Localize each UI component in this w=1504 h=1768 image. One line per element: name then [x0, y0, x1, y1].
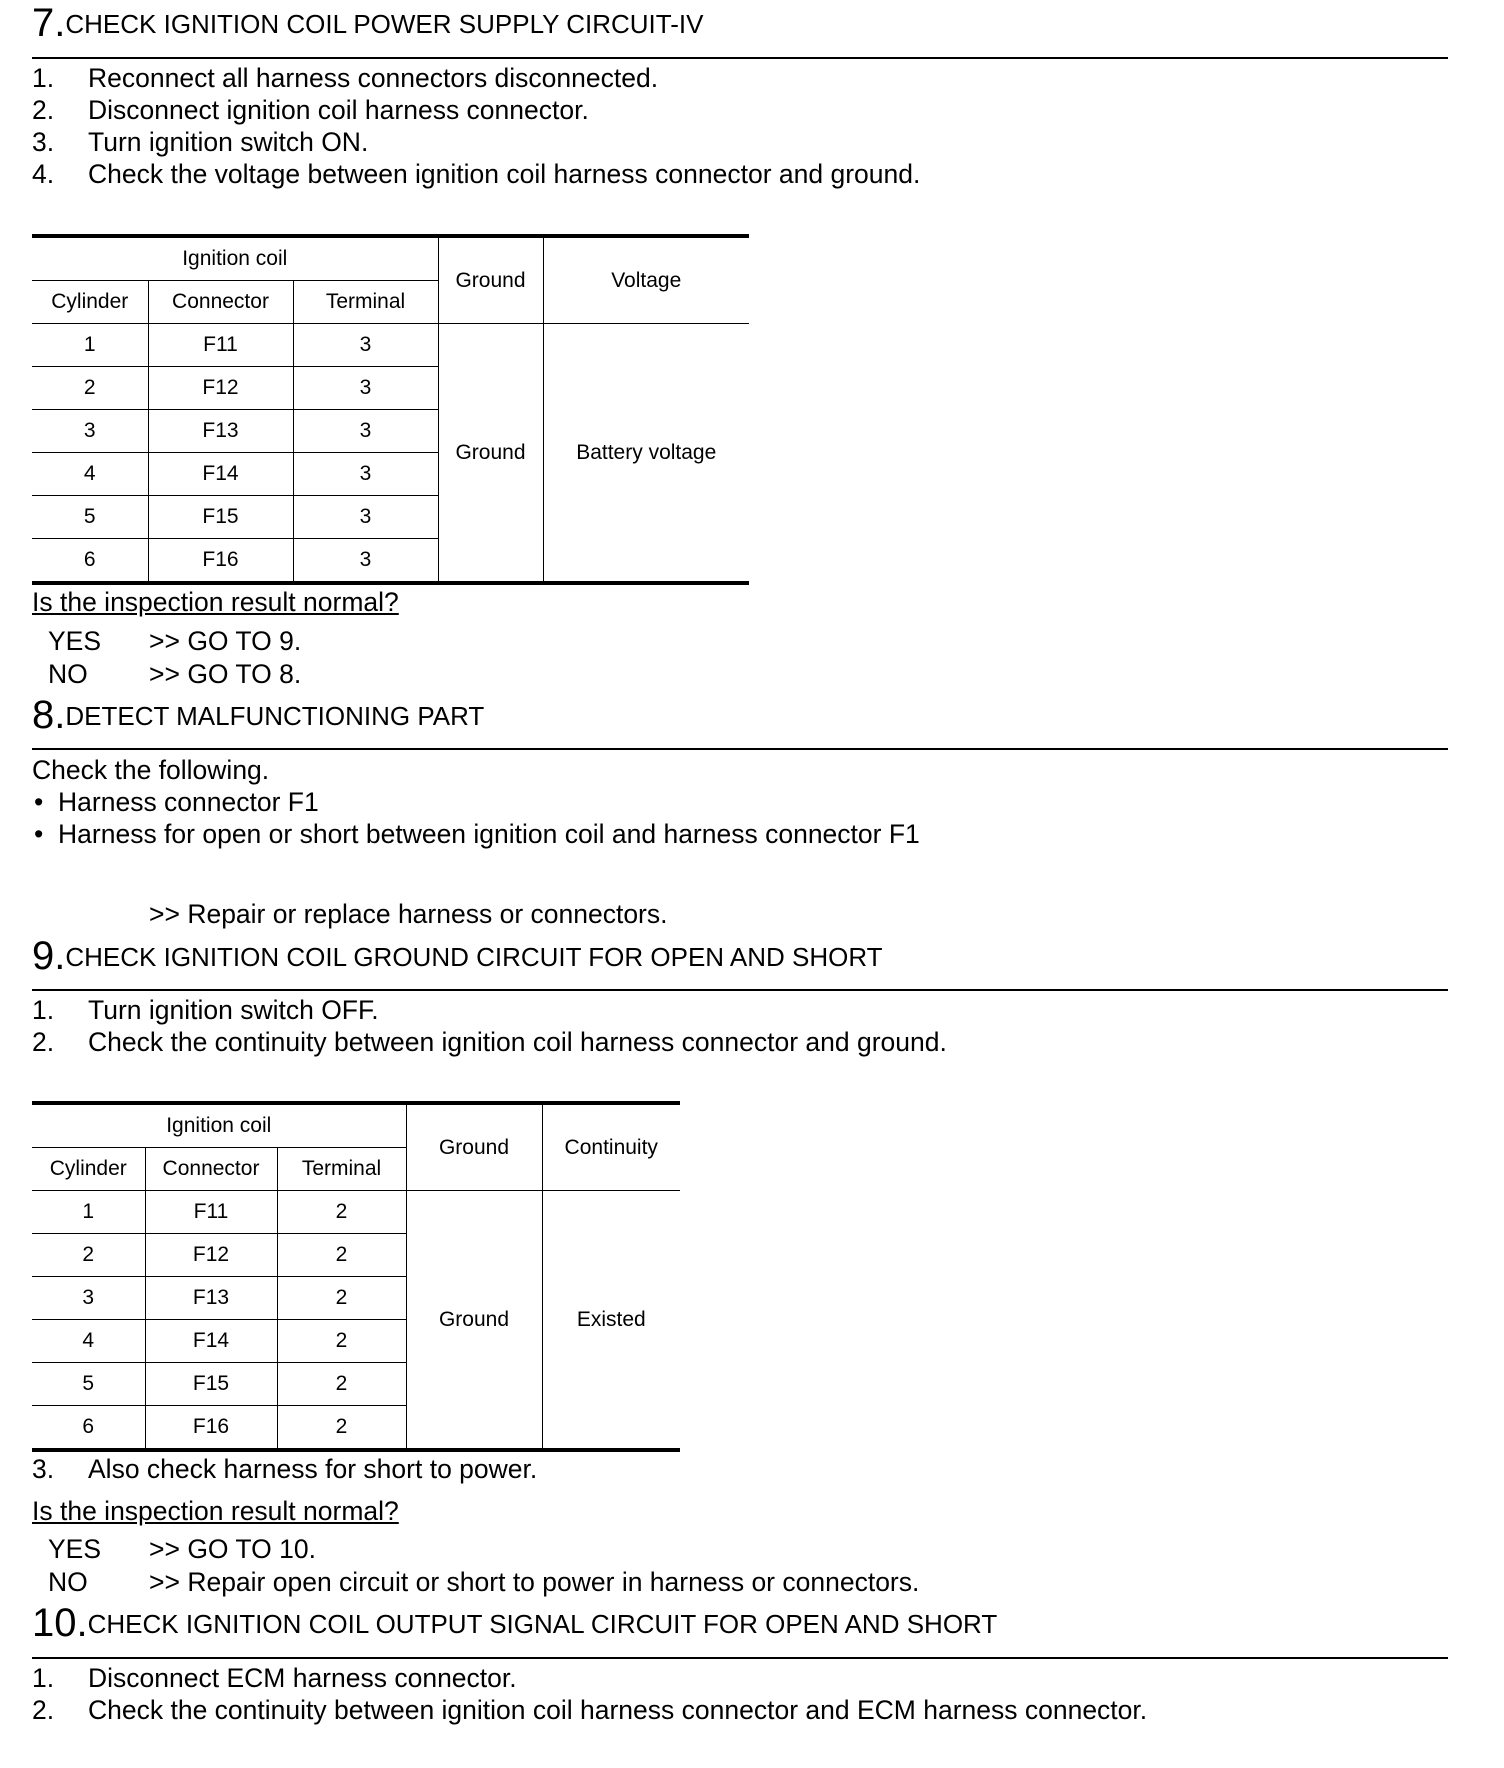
step-title: CHECK IGNITION COIL OUTPUT SIGNAL CIRCUIT FOR OPEN AND SHORT — [87, 1609, 998, 1639]
no-link[interactable]: >> GO TO 8. — [149, 659, 302, 689]
col-header: Connector — [148, 281, 293, 324]
divider — [32, 748, 1448, 750]
table-cell: F16 — [145, 1406, 277, 1451]
table-cell: 5 — [32, 496, 148, 539]
table-cell: F12 — [148, 367, 293, 410]
table-cell: 5 — [32, 1363, 145, 1406]
step-8-heading — [32, 693, 485, 737]
group-header: Ignition coil — [32, 236, 438, 281]
table-cell: 4 — [32, 453, 148, 496]
table-cell: 3 — [293, 410, 438, 453]
inspection-question: Is the inspection result normal? — [32, 587, 399, 617]
yes-link[interactable]: >> GO TO 9. — [149, 626, 302, 656]
table-cell: 3 — [293, 539, 438, 584]
group-header: Ignition coil — [32, 1103, 406, 1148]
step-title: CHECK IGNITION COIL POWER SUPPLY CIRCUIT-IV — [65, 9, 704, 39]
step-title: CHECK IGNITION COIL GROUND CIRCUIT FOR OPEN AND SHORT — [65, 942, 883, 972]
item-text: Disconnect ignition coil harness connector. — [88, 95, 589, 125]
step-9-heading — [32, 934, 883, 978]
divider — [32, 57, 1448, 59]
step-title: DETECT MALFUNCTIONING PART — [65, 701, 485, 731]
col-header: Terminal — [293, 281, 438, 324]
item-number: 3. — [32, 1454, 55, 1484]
item-number: 3. — [32, 127, 55, 157]
table-cell: 3 — [293, 324, 438, 367]
table-cell: 2 — [32, 1234, 145, 1277]
item-text: Turn ignition switch OFF. — [88, 995, 379, 1025]
item-number: 2. — [32, 1027, 55, 1057]
inspection-question: Is the inspection result normal? — [32, 1496, 399, 1526]
table-cell: 3 — [293, 367, 438, 410]
yes-label: YES — [48, 1534, 102, 1564]
table-cell: 6 — [32, 539, 148, 584]
table-cell: 1 — [32, 1191, 145, 1234]
table-cell: 1 — [32, 324, 148, 367]
table-cell: 2 — [277, 1363, 406, 1406]
table-cell: 2 — [277, 1406, 406, 1451]
table-cell: F13 — [145, 1277, 277, 1320]
col-header: Terminal — [277, 1148, 406, 1191]
item-text: Reconnect all harness connectors disconnected. — [88, 63, 659, 93]
col-header: Continuity — [542, 1103, 680, 1191]
col-header: Connector — [145, 1148, 277, 1191]
divider — [32, 1657, 1448, 1659]
col-header: Voltage — [543, 236, 749, 324]
table-cell: F14 — [145, 1320, 277, 1363]
bullet-item: • Harness connector F1 — [34, 787, 319, 817]
step-7-heading — [32, 1, 704, 45]
item-text: Turn ignition switch ON. — [88, 127, 369, 157]
item-text: Also check harness for short to power. — [88, 1454, 538, 1484]
item-text: Check the continuity between ignition coil harness connector and ground. — [88, 1027, 947, 1057]
col-header: Ground — [406, 1103, 542, 1191]
item-number: 4. — [32, 159, 55, 189]
intro-text: Check the following. — [32, 755, 270, 785]
table-cell: Ground — [406, 1191, 542, 1451]
table-cell: Existed — [542, 1191, 680, 1451]
table-cell: 4 — [32, 1320, 145, 1363]
table-row — [32, 1191, 680, 1234]
table-row — [32, 324, 749, 367]
table-cell: 6 — [32, 1406, 145, 1451]
voltage-table — [32, 234, 749, 585]
step-10-heading — [32, 1601, 998, 1645]
table-cell: 2 — [32, 367, 148, 410]
table-cell: F16 — [148, 539, 293, 584]
table-cell: Battery voltage — [543, 324, 749, 584]
item-number: 1. — [32, 63, 55, 93]
step-number: 9. — [32, 934, 66, 978]
yes-label: YES — [48, 626, 102, 656]
table-cell: F15 — [148, 496, 293, 539]
table-row — [32, 1103, 680, 1148]
table-cell: 3 — [32, 1277, 145, 1320]
table-cell: F11 — [148, 324, 293, 367]
item-number: 2. — [32, 95, 55, 125]
step-number: 7. — [32, 1, 66, 45]
table-cell: F13 — [148, 410, 293, 453]
no-action: >> Repair open circuit or short to power in harness or connectors. — [149, 1567, 920, 1597]
table-cell: 2 — [277, 1234, 406, 1277]
yes-link[interactable]: >> GO TO 10. — [149, 1534, 316, 1564]
table-cell: F14 — [148, 453, 293, 496]
col-header: Ground — [438, 236, 543, 324]
step-number: 8. — [32, 693, 66, 737]
item-text: Check the continuity between ignition coil harness connector and ECM harness connector. — [88, 1695, 1148, 1725]
table-cell: 2 — [277, 1191, 406, 1234]
action-text: >> Repair or replace harness or connectors. — [149, 899, 668, 929]
table-cell: 3 — [293, 496, 438, 539]
no-label: NO — [48, 659, 88, 689]
table-cell: 3 — [293, 453, 438, 496]
item-text: Disconnect ECM harness connector. — [88, 1663, 517, 1693]
table-cell: F15 — [145, 1363, 277, 1406]
item-number: 2. — [32, 1695, 55, 1725]
table-cell: 2 — [277, 1320, 406, 1363]
continuity-table — [32, 1101, 680, 1452]
step-number: 10. — [32, 1601, 88, 1645]
table-cell: F12 — [145, 1234, 277, 1277]
item-number: 1. — [32, 995, 55, 1025]
no-label: NO — [48, 1567, 88, 1597]
table-cell: 3 — [32, 410, 148, 453]
divider — [32, 989, 1448, 991]
table-cell: Ground — [438, 324, 543, 584]
item-number: 1. — [32, 1663, 55, 1693]
bullet-item: • Harness for open or short between ignition coil and harness connector F1 — [34, 819, 920, 849]
item-text: Check the voltage between ignition coil harness connector and ground. — [88, 159, 921, 189]
col-header: Cylinder — [32, 281, 148, 324]
table-cell: 2 — [277, 1277, 406, 1320]
col-header: Cylinder — [32, 1148, 145, 1191]
table-cell: F11 — [145, 1191, 277, 1234]
table-row — [32, 236, 749, 281]
